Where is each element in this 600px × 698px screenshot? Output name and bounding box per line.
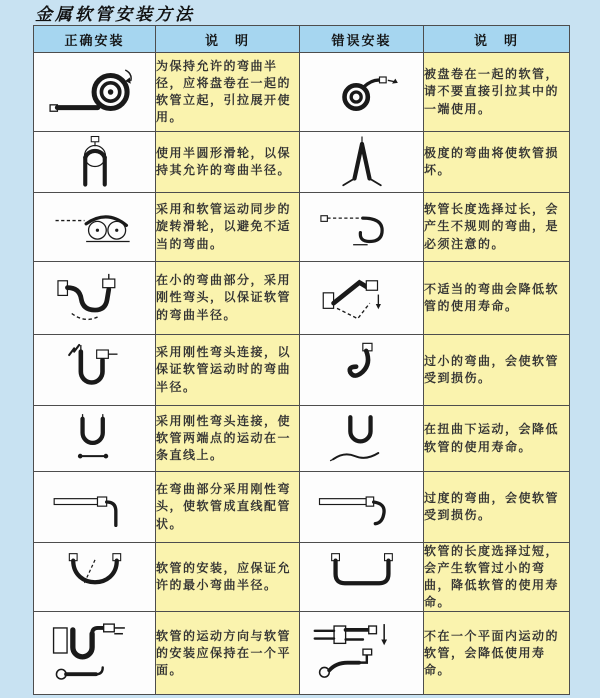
correct-description: 软管的安装，应保证允许的最小弯曲半径。 bbox=[156, 543, 300, 612]
wrong-description: 被盘卷在一起的软管，请不要直接引拉其中的一端使用。 bbox=[424, 53, 570, 132]
correct-illustration-cell bbox=[34, 543, 156, 612]
correct-illustration-cell bbox=[34, 472, 156, 543]
rigid-elbow-connection-u-hose-icon bbox=[45, 340, 145, 400]
table-row bbox=[34, 543, 570, 612]
correct-illustration-cell bbox=[34, 335, 156, 406]
header-description-right: 说 明 bbox=[424, 26, 570, 53]
too-small-bend-hook-icon bbox=[312, 340, 412, 400]
correct-illustration-cell bbox=[34, 406, 156, 472]
correct-illustration-cell bbox=[34, 193, 156, 262]
synchronized-rotating-pulleys-icon bbox=[42, 198, 148, 256]
ends-moving-on-one-line-icon bbox=[46, 411, 144, 467]
header-wrong-install: 错误安装 bbox=[300, 26, 424, 53]
table-row bbox=[34, 406, 570, 472]
correct-description: 采用刚性弯头连接，使软管两端点的运动在一条直线上。 bbox=[156, 406, 300, 472]
wrong-illustration-cell bbox=[300, 612, 424, 695]
table-row bbox=[34, 193, 570, 262]
table-row bbox=[34, 472, 570, 543]
wrong-description: 软管长度选择过长，会产生不规则的弯曲，是必须注意的。 bbox=[424, 193, 570, 262]
rigid-elbow-at-small-bend-icon bbox=[43, 267, 147, 329]
table-row bbox=[34, 612, 570, 695]
correct-description: 在弯曲部分采用刚性弯头，使软管成直线配管状。 bbox=[156, 472, 300, 543]
coiled-hose-pulled-from-one-end-icon bbox=[309, 62, 415, 122]
wrong-description: 过度的弯曲，会使软管受到损伤。 bbox=[424, 472, 570, 543]
motion-in-same-plane-icon bbox=[42, 618, 148, 688]
header-description-left: 说 明 bbox=[156, 26, 300, 53]
minimum-bend-radius-u-icon bbox=[45, 549, 145, 605]
wrong-description: 在扭曲下运动，会降低软管的使用寿命。 bbox=[424, 406, 570, 472]
wrong-illustration-cell bbox=[300, 472, 424, 543]
installation-methods-table bbox=[33, 25, 570, 695]
table-row bbox=[34, 53, 570, 132]
correct-illustration-cell bbox=[34, 612, 156, 695]
wrong-illustration-cell bbox=[300, 335, 424, 406]
correct-illustration-cell bbox=[34, 262, 156, 335]
header-correct-install: 正确安装 bbox=[34, 26, 156, 53]
table-row bbox=[34, 132, 570, 193]
correct-illustration-cell bbox=[34, 132, 156, 193]
correct-description: 为保持允许的弯曲半径，应将盘卷在一起的软管立起，引拉展开使用。 bbox=[156, 53, 300, 132]
overlong-hose-irregular-bend-icon bbox=[309, 198, 415, 256]
correct-description: 采用和软管运动同步的旋转滑轮，以避免不适当的弯曲。 bbox=[156, 193, 300, 262]
correct-description: 使用半圆形滑轮，以保持其允许的弯曲半径。 bbox=[156, 132, 300, 193]
improper-sharp-bend-icon bbox=[310, 267, 414, 329]
hose-over-semicircular-pulley-icon bbox=[47, 135, 143, 189]
wrong-description: 极度的弯曲将使软管损坏。 bbox=[424, 132, 570, 193]
table-row bbox=[34, 262, 570, 335]
wrong-illustration-cell bbox=[300, 543, 424, 612]
extremely-bent-hose-icon bbox=[314, 135, 410, 189]
excessive-bend-icon bbox=[310, 477, 414, 537]
wrong-illustration-cell bbox=[300, 193, 424, 262]
motion-out-of-plane-icon bbox=[309, 618, 415, 688]
wrong-description: 过小的弯曲，会使软管受到损伤。 bbox=[424, 335, 570, 406]
wrong-description: 软管的长度选择过短，会产生软管过小的弯曲，降低软管的使用寿命。 bbox=[424, 543, 570, 612]
wrong-description: 不适当的弯曲会降低软管的使用寿命。 bbox=[424, 262, 570, 335]
correct-description: 在小的弯曲部分，采用刚性弯头，以保证软管的弯曲半径。 bbox=[156, 262, 300, 335]
wrong-description: 不在一个平面内运动的软管，会降低使用寿命。 bbox=[424, 612, 570, 695]
correct-illustration-cell bbox=[34, 53, 156, 132]
motion-under-twist-icon bbox=[313, 411, 411, 467]
straight-piping-with-rigid-elbow-icon bbox=[43, 477, 147, 537]
correct-description: 软管的运动方向与软管的安装应保持在一个平面。 bbox=[156, 612, 300, 695]
too-short-hose-tight-bend-icon bbox=[312, 549, 412, 605]
wrong-illustration-cell bbox=[300, 262, 424, 335]
wrong-illustration-cell bbox=[300, 406, 424, 472]
correct-description: 采用刚性弯头连接，以保证软管运动时的弯曲半径。 bbox=[156, 335, 300, 406]
table-row bbox=[34, 335, 570, 406]
wrong-illustration-cell bbox=[300, 53, 424, 132]
page-title: 金属软管安装方法 bbox=[35, 5, 195, 25]
coiled-hose-stood-up-and-unrolled-icon bbox=[42, 59, 148, 125]
table-header-row bbox=[34, 26, 570, 53]
wrong-illustration-cell bbox=[300, 132, 424, 193]
